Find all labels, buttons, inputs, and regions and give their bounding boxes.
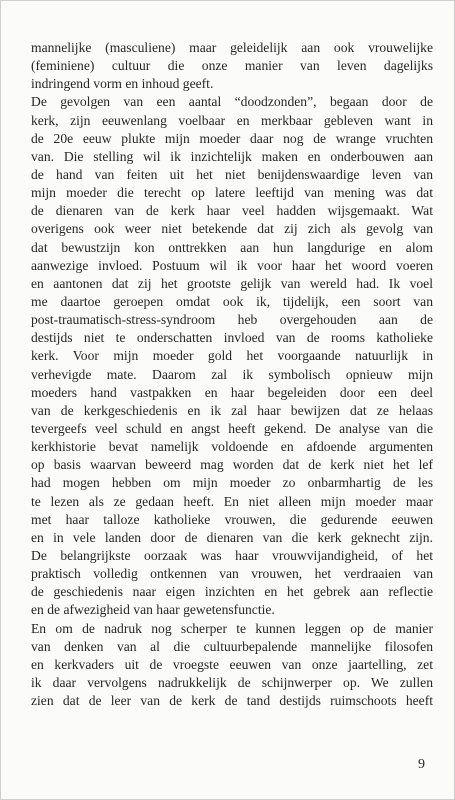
text-line: mijn moeder die terecht op latere leeftijd van mening was dat [31,185,433,201]
text-line: indringend vorm en inhoud geeft. [31,76,214,92]
text-line: en kerkvaders uit de vroegste eeuwen van onze jaartelling, zet [31,656,433,672]
page-number: 9 [418,757,425,772]
body-text [31,39,433,710]
text-line: aanwezige invloed. Postuum wil ik voor haar het woord voeren [31,257,433,273]
text-line: kerkhistorie bevat namelijk voldoende en afdoende argumenten [31,439,433,455]
text-line: en aantonen dat zij het grootste gelijk van wereld had. Ik voel [31,275,433,291]
text-line: op basis waarvan beweerd mag worden dat de kerk niet het lef [31,457,433,473]
text-line: van de kerkgeschiedenis en ik zal haar bewijzen dat ze helaas [31,402,433,418]
text-line: overigens ook weer niet betekende dat zij zich als gevolg van [31,221,433,237]
text-line: had mogen hebben om mijn moeder zo onbarmhartig de les [31,475,433,491]
text-line: van denken van al die cultuurbepalende mannelijke filosofen [31,638,433,654]
text-line: en in vele landen door de dienaren van die kerk geknecht zijn. [31,529,433,545]
text-line: post-traumatisch-stress-syndroom heb overgehouden aan de [31,312,433,328]
text-line: de dienaren van de kerk haar veel hadden wijsgemaakt. Wat [31,203,433,219]
text-line: de 20e eeuw plukte mijn moeder daar nog de wrange vruchten [31,130,433,146]
text-line: moeders hand vastpakken en haar begeleiden door een deel [31,384,433,400]
text-line: destijds niet te onderschatten invloed van de rooms katholieke [31,330,433,346]
text-line: de geschiedenis naar eigen inzichten en het gebrek aan reflectie [31,584,433,600]
text-line: verhevigde mate. Daarom zal ik symbolisch opnieuw mijn [31,366,433,382]
text-line: (feminiene) cultuur die onze manier van leven dagelijks [31,58,433,74]
text-line: De belangrijkste oorzaak was haar vrouwvijandigheid, of het [31,547,433,563]
text-line: zien dat de leer van de kerk de tand destijds ruimschoots heeft [31,693,433,709]
text-line: de hand van feiten uit het niet benijdenswaardige leven van [31,166,433,182]
text-line: me daartoe geroepen omdat ook ik, tijdelijk, een soort van [31,293,433,309]
text-line: en de afwezigheid van haar gewetensfunctie. [31,602,275,618]
text-line: En om de nadruk nog scherper te kunnen leggen op de manier [31,620,433,636]
text-line: praktisch volledig ontkennen van vrouwen, het verdraaien van [31,566,433,582]
text-line: De gevolgen van een aantal “doodzonden”, begaan door de [31,94,433,110]
text-line: kerk. Voor mijn moeder gold het voorgaande natuurlijk in [31,348,433,364]
text-line: dat bewustzijn kon onttrekken aan hun langdurige en alom [31,239,433,255]
text-line: te lezen als ze gedaan heeft. En niet alleen mijn moeder maar [31,493,433,509]
text-line: van. Die stelling wil ik inzichtelijk maken en onderbouwen aan [31,148,433,164]
text-line: tevergeefs veel schuld en angst heeft gekend. De analyse van die [31,420,433,436]
text-line: mannelijke (masculiene) maar geleidelijk aan ook vrouwelijke [31,40,433,55]
text-line: ik daar vervolgens nadrukkelijk de schijnwerper op. We zullen [31,674,433,690]
text-line: kerk, zijn eeuwenlang voelbaar en merkbaar gebleven want in [31,112,433,128]
text-line: met haar talloze katholieke vrouwen, die gedurende eeuwen [31,511,433,527]
